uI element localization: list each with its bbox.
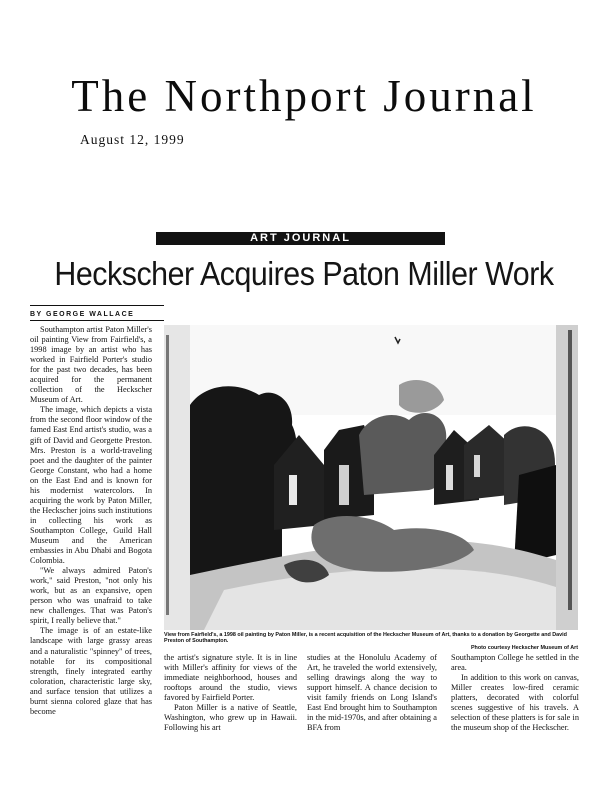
article-column-2 [164, 653, 297, 733]
byline-bottom-rule [30, 320, 164, 321]
painting-image [164, 325, 578, 630]
paragraph: In addition to this work on canvas, Miller creates low-fired ceramic platters, decorated with colorful scenes suggestive of his travels. A selection of these platters is for sale in the museum shop of the Heckscher. [451, 673, 579, 733]
paragraph: "We always admired Paton's work," said Preston, "not only his work, but as an expansive, open person who was unafraid to take new challenges. That was Paton's spirit, I really believe that." [30, 566, 152, 626]
byline-top-rule [30, 305, 164, 306]
publication-date: August 12, 1999 [80, 132, 185, 147]
article-column-3 [307, 653, 437, 733]
article-headline: Heckscher Acquires Paton Miller Work [54, 255, 554, 292]
photo-caption [164, 632, 578, 651]
byline: BY GEORGE WALLACE [30, 311, 135, 318]
paragraph: studies at the Honolulu Academy of Art, he traveled the world extensively, selling drawings along the way to support himself. A chance decision to visit family friends on Long Island's East End brought him to Southampton in the mid-1970s, and after obtaining a BFA from [307, 653, 437, 733]
caption-text: View from Fairfield's, a 1998 oil painting by Paton Miller, is a recent acquisition of the Heckscher Museum of Art, thanks to a donation by Georgette and David Preston of Southampton. [164, 632, 567, 645]
section-banner: ART JOURNAL [156, 232, 445, 245]
article-column-4 [451, 653, 579, 733]
paragraph: the artist's signature style. It is in line with Miller's affinity for views of the immediate neighborhood, houses and rooftops around the studio, views favored by Fairfield Porter. [164, 653, 297, 703]
paragraph: Southampton artist Paton Miller's oil painting View from Fairfield's, a 1998 image by an artist who has worked in Fairfield Porter's studio for the past two decades, has been acquired for the permanent collection of the Heckscher Museum of Art. [30, 325, 152, 405]
paragraph: The image, which depicts a vista from the second floor window of the famed East End artist's studio, was a gift of David and Georgette Preston. Mrs. Preston is a world-traveling poet and the daughter of the painter George Constant, who had a home on the East End and is known for his modernist watercolors. In acquiring the work by Paton Miller, the Heckscher joins such institutions in collecting his work as Southampton College, Guild Hall Museum and the American embassies in Abu Dhabi and Bogota Colombia. [30, 405, 152, 566]
article-column-1 [30, 325, 152, 717]
paragraph: Southampton College he settled in the area. [451, 653, 579, 673]
photo-credit: Photo courtesy Heckscher Museum of Art [470, 644, 578, 651]
paragraph: Paton Miller is a native of Seattle, Washington, who grew up in Hawaii. Following his art [164, 703, 297, 733]
paragraph: The image is of an estate-like landscape with large grassy areas and a naturalistic "spinney" of trees, notable for its compositional strength, finely integrated earthy coloration, characteristic large sky, and surface tension that utilizes a burnt sienna colored glaze that has become [30, 626, 152, 716]
newspaper-masthead: The Northport Journal [71, 71, 537, 121]
painting-photo [164, 325, 578, 630]
